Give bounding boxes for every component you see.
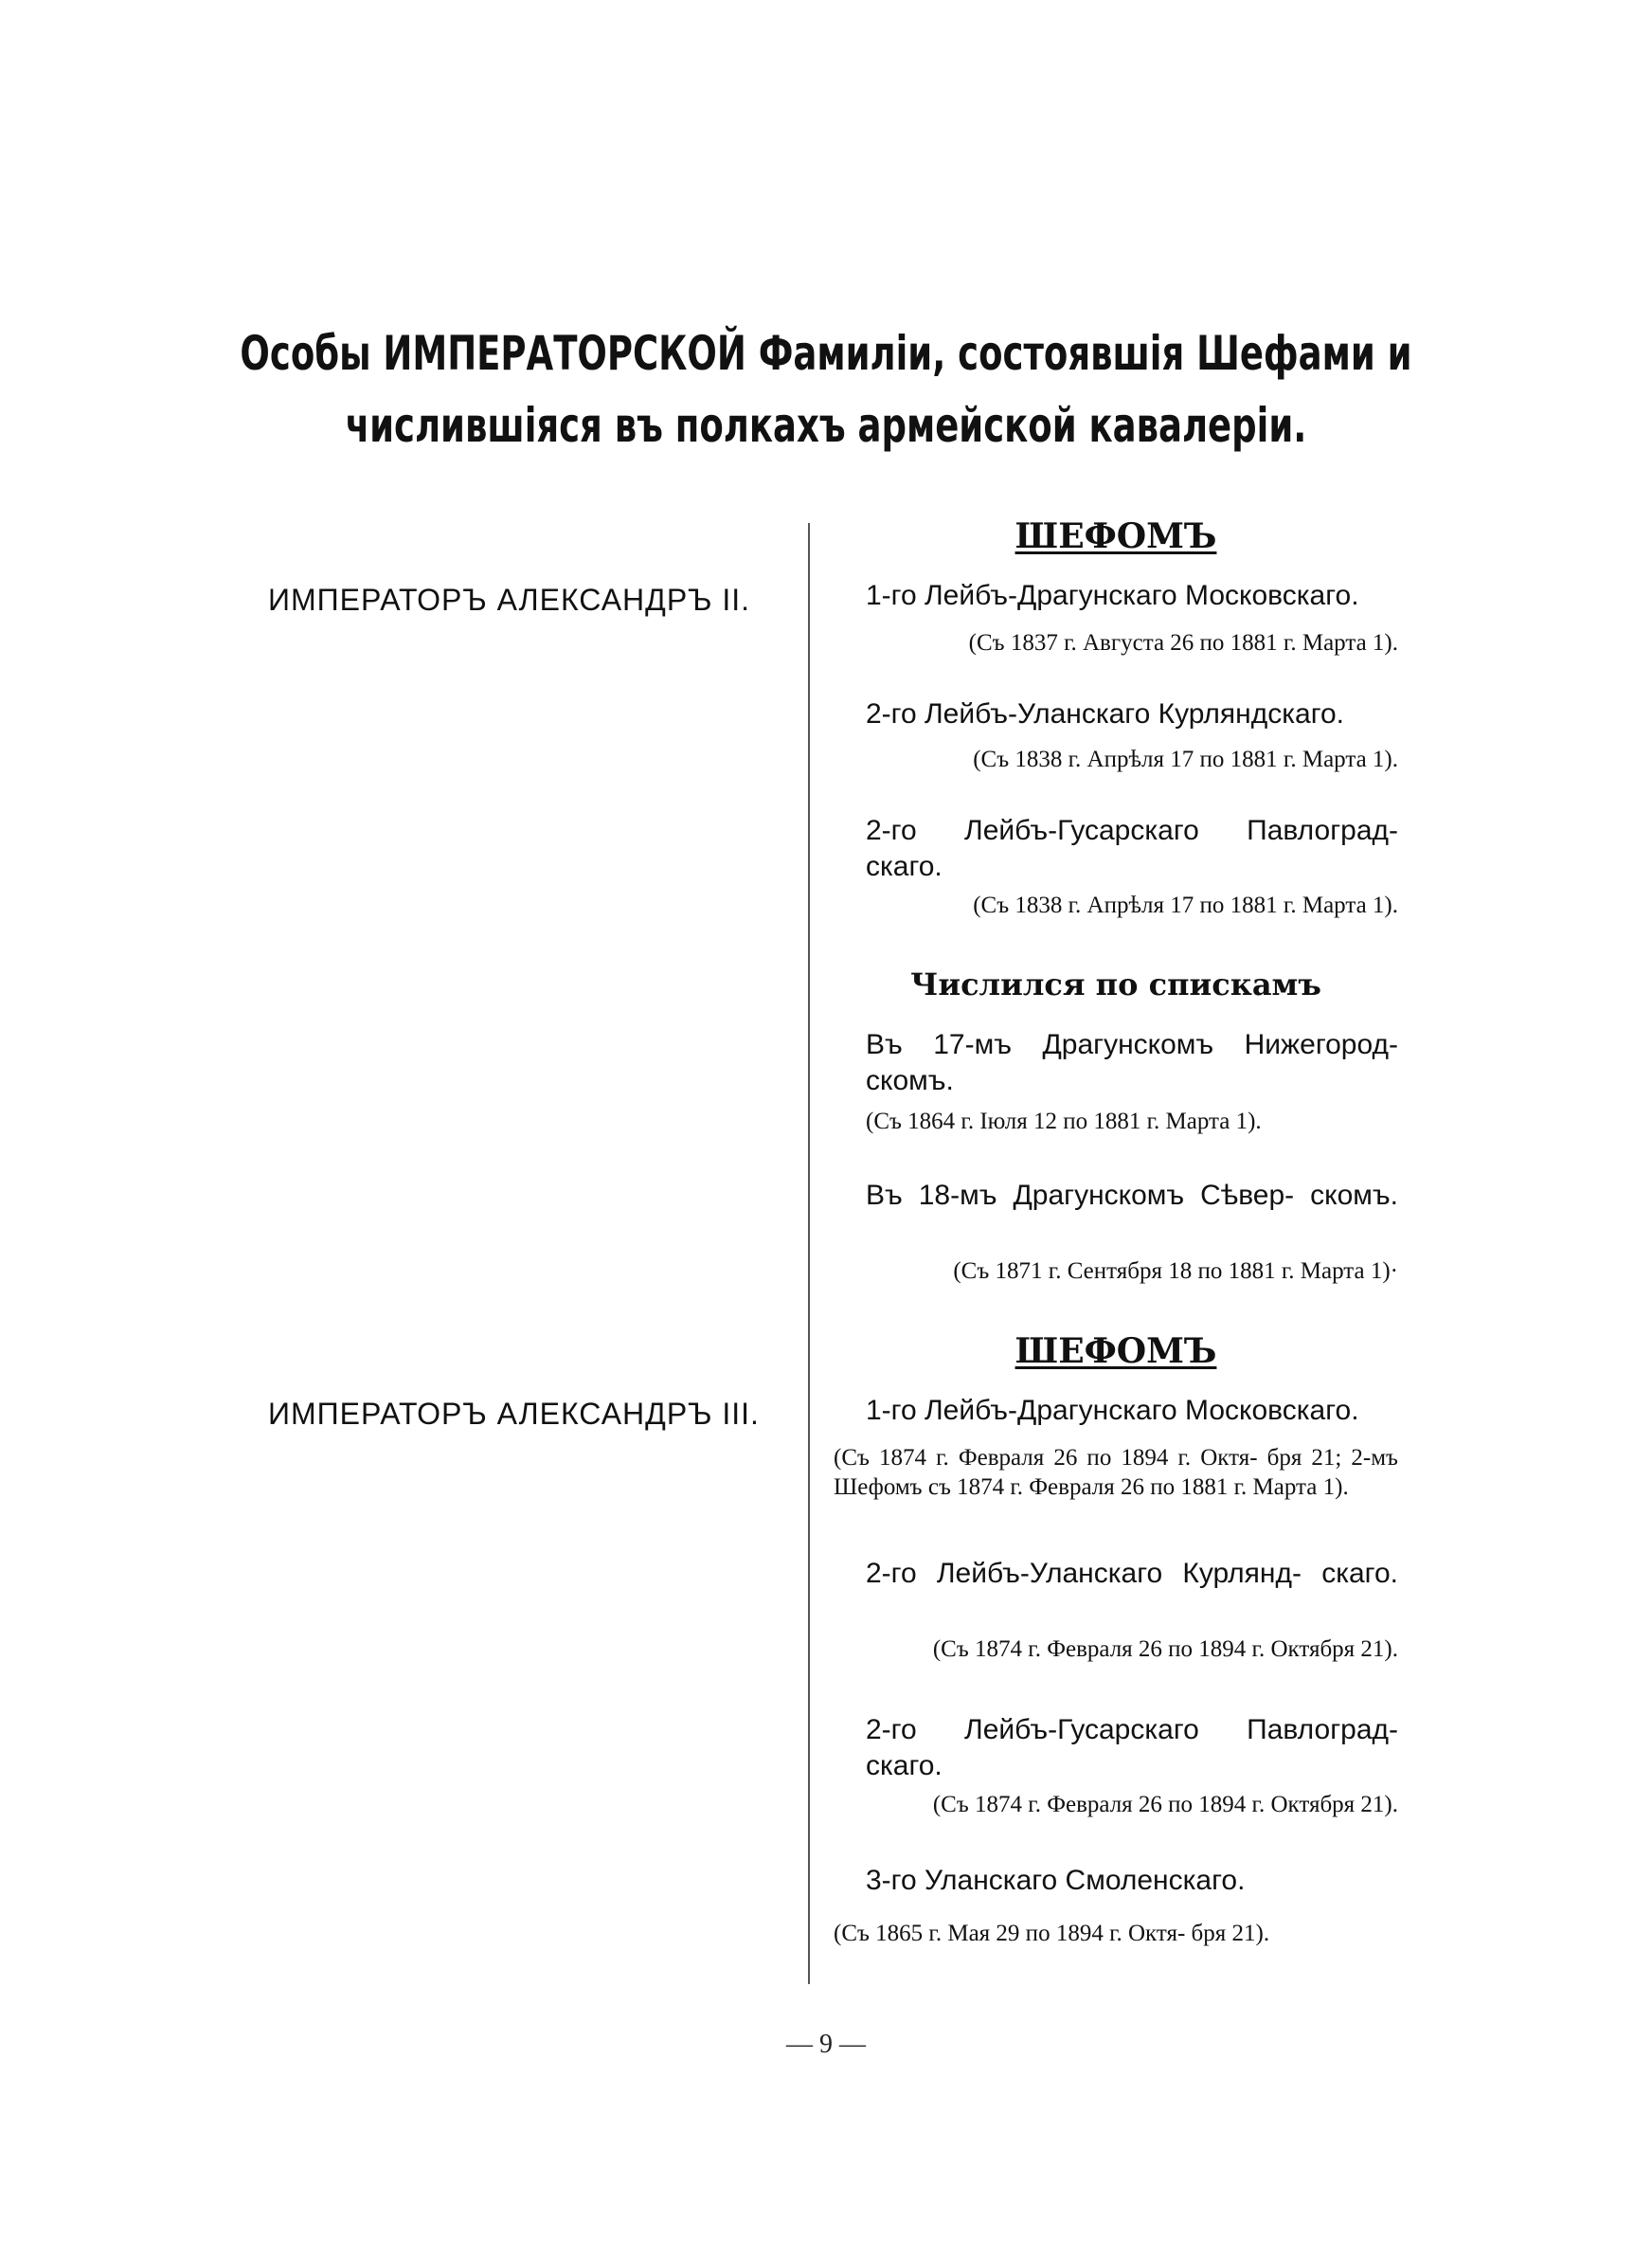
service-dates: (Съ 1871 г. Сентября 18 по 1881 г. Марта 1)· — [953, 1258, 1398, 1284]
regiment-entry: Въ 18-мъ Драгунскомъ Сѣвер- скомъ. — [866, 1180, 1398, 1211]
regiment-entry: 1-го Лейбъ-Драгунскаго Московскаго. — [866, 580, 1359, 611]
section-heading-chef: ШЕФОМЪ — [1015, 1331, 1217, 1371]
service-dates: (Съ 1838 г. Апрѣля 17 по 1881 г. Марта 1). — [973, 747, 1398, 772]
service-dates: (Съ 1874 г. Февраля 26 по 1894 г. Октября 21). — [932, 1792, 1398, 1817]
regiment-entry: Въ 17-мъ Драгунскомъ Нижегород- скомъ. — [866, 1029, 1398, 1096]
service-dates: (Съ 1837 г. Августа 26 по 1881 г. Марта 1). — [968, 630, 1398, 656]
column-divider — [808, 523, 810, 1984]
page-title-line-1: Особы ИМПЕРАТОРСКОЙ Фамиліи, состоявшія Шефами и — [240, 326, 1412, 381]
regiment-entry: 2-го Лейбъ-Уланскаго Курляндскаго. — [866, 698, 1345, 730]
regiment-text: 2-го Лейбъ-Гусарскаго Павлоград- скаго. — [866, 815, 1398, 882]
regiment-entry: 2-го Лейбъ-Гусарскаго Павлоград- скаго. — [866, 1714, 1398, 1781]
person-name-alexander-iii: ИМПЕРАТОРЪ АЛЕКСАНДРЪ III. — [268, 1397, 760, 1431]
page-number: — 9 — — [786, 2030, 866, 2059]
service-dates: (Съ 1838 г. Апрѣля 17 по 1881 г. Марта 1). — [973, 893, 1398, 918]
regiment-entry: 2-го Лейбъ-Уланскаго Курлянд- скаго. — [866, 1558, 1398, 1589]
regiment-entry: 3-го Уланскаго Смоленскаго. — [866, 1865, 1246, 1896]
service-dates: (Съ 1874 г. Февраля 26 по 1894 г. Октя- бря 21; 2-мъ Шефомъ съ 1874 г. Февраля 26 по 1881 г. Марта 1). — [834, 1445, 1398, 1500]
page-title-line-2: числившіяся въ полкахъ армейской кавалеріи. — [345, 398, 1307, 453]
regiment-entry: 1-го Лейбъ-Драгунскаго Московскаго. — [866, 1395, 1359, 1426]
service-dates: (Съ 1864 г. Іюля 12 по 1881 г. Марта 1). — [866, 1109, 1262, 1134]
section-heading-chef: ШЕФОМЪ — [1015, 516, 1217, 556]
person-name-alexander-ii: ИМПЕРАТОРЪ АЛЕКСАНДРЪ II. — [268, 583, 751, 617]
regiment-entry — [866, 813, 1398, 885]
service-dates: (Съ 1865 г. Мая 29 по 1894 г. Октя- бря 21). — [834, 1921, 1270, 1946]
section-heading-listed: Числился по спискамъ — [910, 966, 1321, 1002]
service-dates: (Съ 1874 г. Февраля 26 по 1894 г. Октября 21). — [932, 1636, 1398, 1662]
